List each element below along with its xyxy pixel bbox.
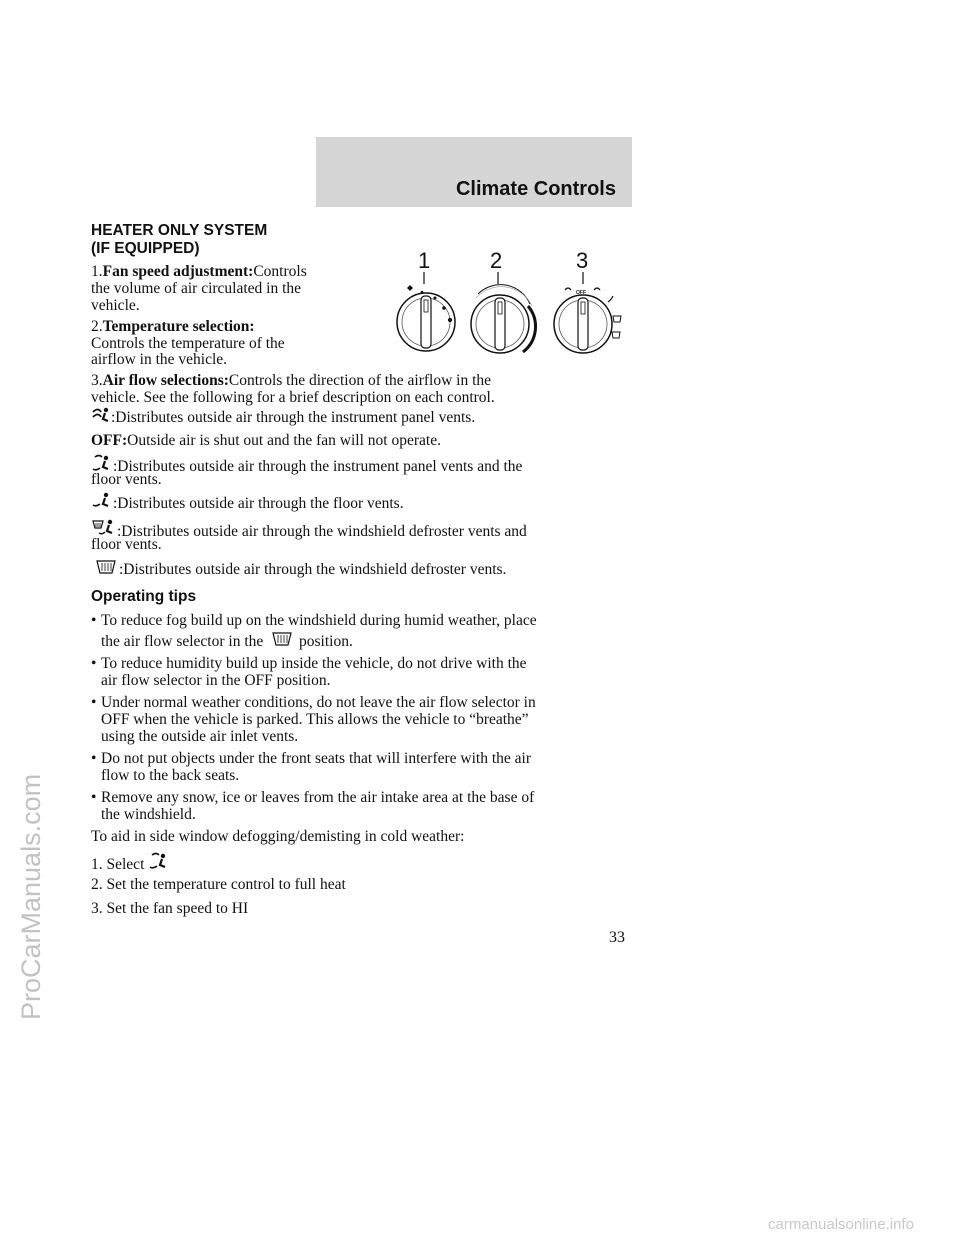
tip-text: position. [299,633,353,650]
mode-floor [91,492,404,513]
mode-off [91,432,441,450]
page-number: 33 [609,929,625,946]
item-label: Fan speed adjustment: [102,263,254,280]
fan-icon [407,285,413,291]
intro-item-2-line2: Controls the temperature of the [91,335,285,352]
defrost-floor-icon [613,316,621,322]
mode-text: :Distributes outside air through the windshield defroster vents and [117,523,527,540]
tip-3-line3: using the outside air inlet vents. [101,728,299,745]
bullet: • [91,750,97,767]
floor-vent-icon [91,492,113,510]
item-label: Air flow selections: [102,372,229,389]
fan-speed-knob [397,285,455,351]
floor-vent-icon [608,296,613,302]
tip-2-line1: To reduce humidity build up inside the vehicle, do not drive with the [101,655,527,672]
off-label: OFF [576,290,586,296]
bullet: • [91,612,97,629]
defrost-floor-icon [91,518,117,538]
side-watermark: ProCarManuals.com [16,773,46,1020]
defrost-icon [612,332,620,338]
intro-item-2-line3: airflow in the vehicle. [91,351,228,368]
bullet: • [91,694,97,711]
callout-2: 2 [490,248,503,273]
tip-5-line2: the windshield. [101,806,196,823]
tip-3-line1: Under normal weather conditions, do not leave the air flow selector in [101,694,536,711]
intro-item-2 [91,318,255,336]
tip-3-line2: OFF when the vehicle is parked. This allows the vehicle to “breathe” [101,711,529,728]
mode-text: :Distributes outside air through the windshield defroster vents. [119,561,507,578]
footer-watermark: carmanualsonline.info [768,1216,914,1233]
mode-label: OFF: [91,432,128,449]
tip-1-line2 [101,630,353,651]
callout-1: 1 [418,248,431,273]
airflow-knob [554,288,621,353]
panel-vent-icon [565,288,571,290]
mode-text: :Distributes outside air through the instrument panel vents and the [113,458,523,475]
item-text: Controls [253,263,307,280]
defrost-icon [91,558,119,576]
defog-step-1 [91,851,170,874]
defog-step-2: 2. Set the temperature control to full heat [91,876,346,893]
mode-defrost-floor-line2: floor vents. [91,536,162,553]
item-label: Temperature selection: [102,318,255,335]
panel-floor-vent-icon [148,851,170,871]
header-band [316,137,632,207]
bullet: • [91,655,97,672]
tip-4-line2: flow to the back seats. [101,767,240,784]
item-number: 2. [91,318,103,335]
page-header-title: Climate Controls [455,178,616,200]
mode-text: :Distributes outside air through the instrument panel vents. [111,409,476,426]
section-title-line1: HEATER ONLY SYSTEM [91,222,268,239]
intro-item-1-line3: vehicle. [91,297,140,314]
tip-text: the air flow selector in the [101,633,264,650]
intro-item-3-line2: vehicle. See the following for a brief description on each control. [91,389,495,406]
mode-text: :Distributes outside air through the floor vents. [113,495,404,512]
item-text: Controls the direction of the airflow in the [228,372,492,389]
intro-item-3 [91,372,491,390]
mode-defrost [91,558,506,579]
temperature-knob [471,285,536,353]
mode-panel-floor-line2: floor vents. [91,471,162,488]
section-title-line2: (IF EQUIPPED) [91,240,200,257]
bullet: • [91,789,97,806]
panel-vent-icon [91,406,111,424]
item-number: 1. [91,263,103,280]
mode-text: Outside air is shut out and the fan will not operate. [127,432,441,449]
panel-floor-vent-icon [594,288,600,290]
intro-item-1 [91,263,307,281]
mode-panel [91,406,475,427]
defog-step-3: 3. Set the fan speed to HI [91,900,249,917]
intro-item-1-line2: the volume of air circulated in the [91,280,302,297]
tip-2-line2: air flow selector in the OFF position. [101,672,331,689]
tip-5-line1: Remove any snow, ice or leaves from the air intake area at the base of [101,789,535,806]
defrost-icon [267,630,295,648]
tips-title: Operating tips [91,588,197,605]
tip-1-line1: To reduce fog build up on the windshield during humid weather, place [101,612,537,629]
step-text: 1. Select [91,856,145,873]
item-number: 3. [91,372,103,389]
panel-floor-vent-icon [91,453,113,473]
callout-3: 3 [576,248,589,273]
climate-knobs-figure [390,244,640,364]
defog-intro: To aid in side window defogging/demisting in cold weather: [91,828,465,845]
tip-4-line1: Do not put objects under the front seats that will interfere with the air [101,750,532,767]
